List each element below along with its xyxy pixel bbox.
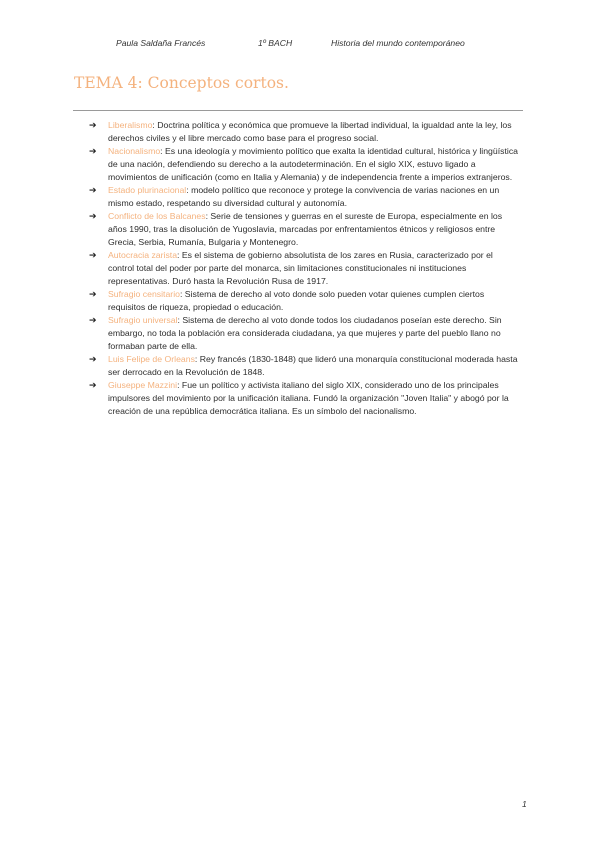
arrow-icon: ➔ xyxy=(89,211,97,221)
concept-definition: : Sistema de derecho al voto donde todos los ciudadanos poseían este derecho. Sin embargo, no toda la población era considerada ciudadana, ya que mujeres y parte del pueblo llano no formaban parte de ella. xyxy=(108,315,502,351)
list-item xyxy=(0,288,518,314)
author-name: Paula Saldaña Francés xyxy=(116,38,206,48)
arrow-icon: ➔ xyxy=(89,380,97,390)
concept-list xyxy=(0,119,600,418)
concept-term: Conflicto de los Balcanes xyxy=(108,211,206,221)
title-divider xyxy=(73,110,523,111)
arrow-icon: ➔ xyxy=(89,289,97,299)
course-label: 1º BACH xyxy=(258,38,293,48)
concept-term: Estado plurinacional xyxy=(108,185,187,195)
concept-definition: : Sistema de derecho al voto donde solo pueden votar quienes cumplen ciertos requisitos de riqueza, propiedad o educación. xyxy=(108,289,485,312)
concept-definition: : Fue un político y activista italiano del siglo XIX, considerado uno de los principales impulsores del movimiento por la unificación italiana. Fundó la organización "Joven Italia" y abogó por la creación de una república democrática italiana. Es un símbolo del nacionalismo. xyxy=(108,380,509,416)
concept-term: Sufragio censitario xyxy=(108,289,180,299)
concept-definition: : Es el sistema de gobierno absolutista de los zares en Rusia, caracterizado por el control total del poder por parte del monarca, sin limitaciones constitucionales ni instituciones representativas. Duró hasta la Revolución Rusa de 1917. xyxy=(108,250,493,286)
page-number: 1 xyxy=(522,799,527,809)
list-item xyxy=(0,184,518,210)
concept-definition: : modelo político que reconoce y protege la convivencia de varias naciones en un mismo estado, respetando su diversidad cultural y autonomía. xyxy=(108,185,500,208)
concept-term: Liberalismo xyxy=(108,120,153,130)
concept-definition: : Rey francés (1830-1848) que lideró una monarquía constitucional moderada hasta ser derrocado en la Revolución de 1848. xyxy=(108,354,518,377)
arrow-icon: ➔ xyxy=(89,315,97,325)
concept-definition: : Doctrina política y económica que promueve la libertad individual, la igualdad ante la ley, los derechos civiles y el libre mercado como base para el progreso social. xyxy=(108,120,512,143)
arrow-icon: ➔ xyxy=(89,146,97,156)
concept-term: Sufragio universal xyxy=(108,315,178,325)
list-item xyxy=(0,145,518,184)
concept-term: Nacionalismo xyxy=(108,146,161,156)
list-item xyxy=(0,119,518,145)
concept-term: Luis Felipe de Orleans xyxy=(108,354,195,364)
arrow-icon: ➔ xyxy=(89,250,97,260)
list-item xyxy=(0,379,518,418)
concept-definition: : Es una ideología y movimiento político que exalta la identidad cultural, histórica y lingüística de una nación, defendiendo su derecho a la autodeterminación. En el siglo XIX, estuvo ligado a movimientos de unificación (como en Italia y Alemania) y de independencia frente a imperios extranjeros. xyxy=(108,146,518,182)
list-item xyxy=(0,314,518,353)
subject-label: Historia del mundo contemporáneo xyxy=(331,38,465,48)
arrow-icon: ➔ xyxy=(89,120,97,130)
arrow-icon: ➔ xyxy=(89,185,97,195)
concept-term: Giuseppe Mazzini xyxy=(108,380,178,390)
page-header xyxy=(0,38,600,52)
page-title: TEMA 4: Conceptos cortos. xyxy=(74,74,289,92)
list-item xyxy=(0,210,518,249)
arrow-icon: ➔ xyxy=(89,354,97,364)
concept-term: Autocracia zarista xyxy=(108,250,178,260)
concept-definition: : Serie de tensiones y guerras en el sureste de Europa, especialmente en los años 1990, tras la disolución de Yugoslavia, marcadas por enfrentamientos étnicos y religiosos entre Grecia, Serbia, Rumanía, Bulgaria y Montenegro. xyxy=(108,211,503,247)
list-item xyxy=(0,353,518,379)
list-item xyxy=(0,249,518,288)
